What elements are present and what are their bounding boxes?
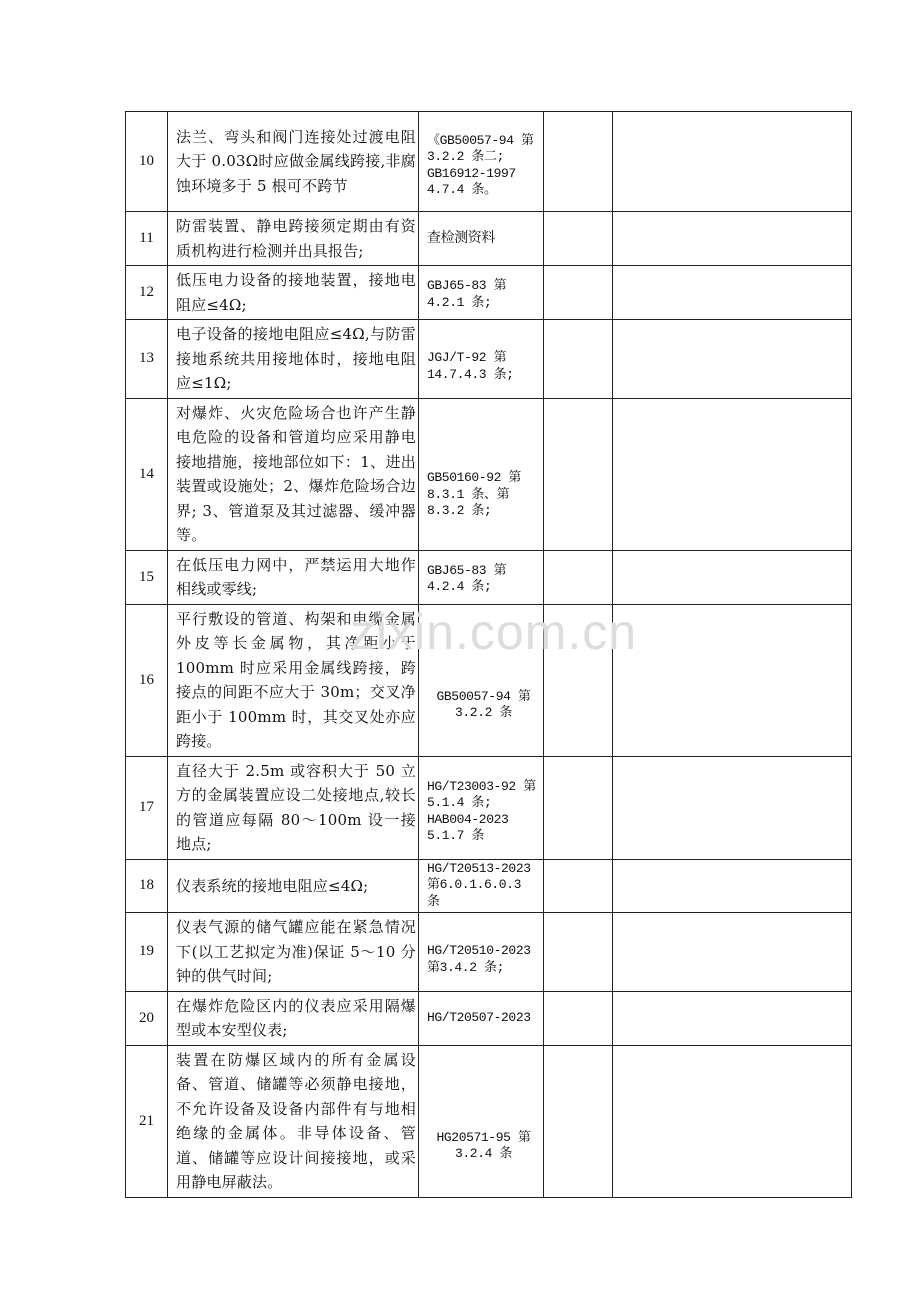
basis-text: GB50057-94 第 3.2.2 条: [436, 688, 531, 720]
remark-cell: [613, 212, 852, 266]
row-number: 19: [126, 913, 168, 992]
remark-cell: [613, 913, 852, 992]
requirement-cell: 法兰、弯头和阀门连接处过渡电阻大于 0.03Ω时应做金属线跨接,非腐蚀环境多于 5 根可不跨节: [168, 112, 419, 212]
row-number: 17: [126, 756, 168, 859]
result-cell: [544, 913, 613, 992]
remark-cell: [613, 320, 852, 399]
requirement-cell: 直径大于 2.5m 或容积大于 50 立方的金属装置应设二处接地点,较长的管道应每隔 80～100m 设一接地点;: [168, 756, 419, 859]
basis-cell: [419, 550, 544, 604]
row-number: 16: [126, 604, 168, 756]
table-row: [126, 112, 852, 212]
row-number: 12: [126, 266, 168, 320]
basis-text: HG/T20513-2023 第6.0.1.6.0.3 条: [427, 860, 531, 909]
result-cell: [544, 266, 613, 320]
row-number: 14: [126, 398, 168, 550]
table-row: [126, 1045, 852, 1197]
remark-cell: [613, 550, 852, 604]
inspection-checklist-table: [125, 111, 852, 1198]
table-row: [126, 756, 852, 859]
basis-cell: [419, 913, 544, 992]
basis-text: 《GB50057-94 第 3.2.2 条二; GB16912-1997 4.7.4 条。: [427, 132, 534, 197]
result-cell: [544, 112, 613, 212]
basis-text: 查检测资料: [427, 230, 495, 247]
watermark: zixin.com.cn: [350, 604, 638, 660]
requirement-cell: 电子设备的接地电阻应≤4Ω,与防雷接地系统共用接地体时，接地电阻应≤1Ω;: [168, 320, 419, 399]
basis-text: HG/T20507-2023: [427, 1009, 531, 1025]
result-cell: [544, 1045, 613, 1197]
basis-text: GBJ65-83 第 4.2.4 条;: [427, 562, 507, 594]
table-row: [126, 604, 852, 756]
requirement-cell: 装置在防爆区域内的所有金属设备、管道、储罐等必须静电接地，不允许设备及设备内部件有与地相绝缘的金属体。非导体设备、管道、储罐等应设计间接接地，或采用静电屏蔽法。: [168, 1045, 419, 1197]
requirement-cell: 防雷装置、静电跨接须定期由有资质机构进行检测并出具报告;: [168, 212, 419, 266]
basis-text: HG20571-95 第 3.2.4 条: [436, 1129, 531, 1161]
basis-text: JGJ/T-92 第 14.7.4.3 条;: [427, 350, 514, 382]
table-row: [126, 550, 852, 604]
result-cell: [544, 212, 613, 266]
table-row: [126, 266, 852, 320]
requirement-cell: 低压电力设备的接地装置，接地电阻应≤4Ω;: [168, 266, 419, 320]
basis-cell: [419, 604, 544, 756]
remark-cell: [613, 1045, 852, 1197]
requirement-cell: 在低压电力网中，严禁运用大地作相线或零线;: [168, 550, 419, 604]
remark-cell: [613, 859, 852, 913]
table-row: [126, 212, 852, 266]
table-row: [126, 859, 852, 913]
table-row: [126, 320, 852, 399]
result-cell: [544, 320, 613, 399]
basis-cell: [419, 320, 544, 399]
result-cell: [544, 756, 613, 859]
basis-cell: [419, 756, 544, 859]
result-cell: [544, 604, 613, 756]
requirement-cell: 对爆炸、火灾危险场合也许产生静电危险的设备和管道均应采用静电接地措施，接地部位如下：1、进出装置或设施处；2、爆炸危险场合边界; 3、管道泵及其过滤器、缓冲器等。: [168, 398, 419, 550]
basis-cell: [419, 1045, 544, 1197]
result-cell: [544, 859, 613, 913]
remark-cell: [613, 991, 852, 1045]
table-row: [126, 398, 852, 550]
table-row: [126, 913, 852, 992]
basis-text: GBJ65-83 第 4.2.1 条;: [427, 278, 507, 310]
basis-cell: [419, 398, 544, 550]
result-cell: [544, 398, 613, 550]
row-number: 15: [126, 550, 168, 604]
table-row: [126, 991, 852, 1045]
row-number: 21: [126, 1045, 168, 1197]
basis-cell: [419, 859, 544, 913]
requirement-cell: 仪表气源的储气罐应能在紧急情况下(以工艺拟定为准)保证 5～10 分钟的供气时间;: [168, 913, 419, 992]
remark-cell: [613, 112, 852, 212]
remark-cell: [613, 398, 852, 550]
remark-cell: [613, 266, 852, 320]
basis-cell: [419, 212, 544, 266]
result-cell: [544, 991, 613, 1045]
requirement-cell: 在爆炸危险区内的仪表应采用隔爆型或本安型仪表;: [168, 991, 419, 1045]
row-number: 20: [126, 991, 168, 1045]
remark-cell: [613, 604, 852, 756]
row-number: 13: [126, 320, 168, 399]
basis-text: HG/T23003-92 第 5.1.4 条; HAB004-2023 5.1.7 条: [427, 778, 536, 843]
result-cell: [544, 550, 613, 604]
basis-cell: [419, 991, 544, 1045]
requirement-cell: 平行敷设的管道、构架和电缆金属外皮等长金属物，其净距小于 100mm 时应采用金属线跨接，跨接点的间距不应大于 30m；交叉净距小于 100mm 时，其交叉处亦应跨接。: [168, 604, 419, 756]
basis-cell: [419, 112, 544, 212]
basis-cell: [419, 266, 544, 320]
requirement-cell: 仪表系统的接地电阻应≤4Ω;: [168, 859, 419, 913]
row-number: 18: [126, 859, 168, 913]
row-number: 11: [126, 212, 168, 266]
remark-cell: [613, 756, 852, 859]
row-number: 10: [126, 112, 168, 212]
basis-text: HG/T20510-2023 第3.4.2 条;: [427, 943, 531, 975]
basis-text: GB50160-92 第 8.3.1 条、第 8.3.2 条;: [427, 470, 522, 519]
